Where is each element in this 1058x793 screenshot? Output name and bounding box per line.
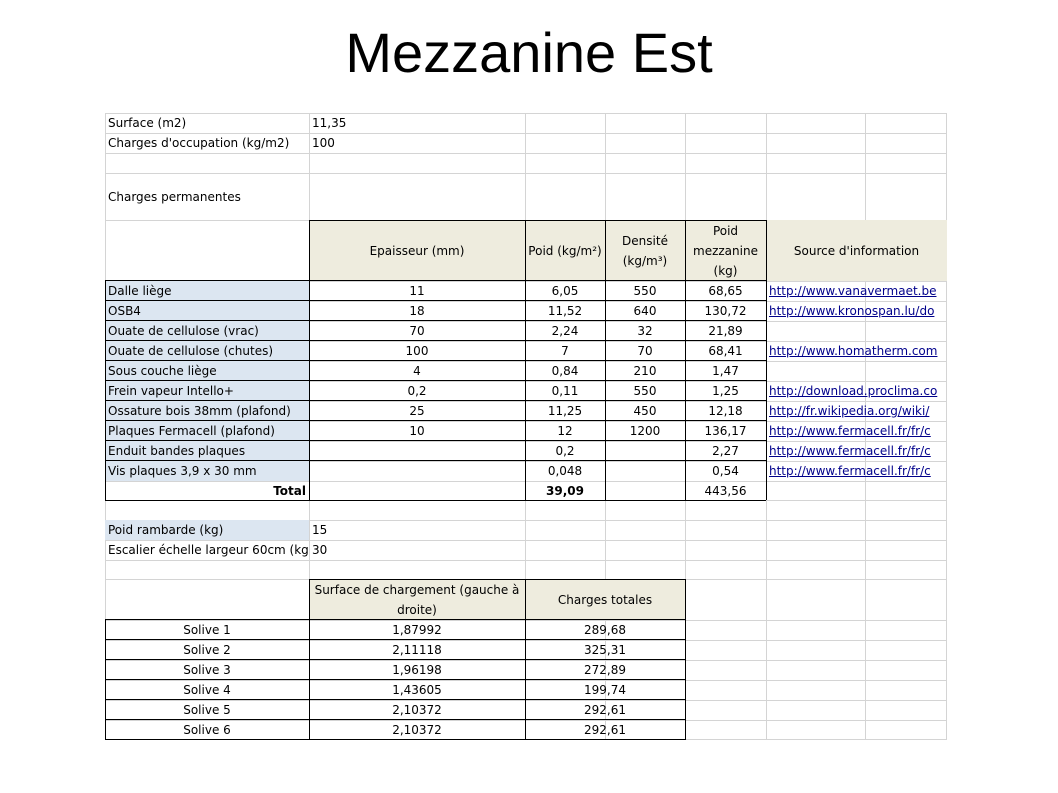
border-line [105,280,767,281]
header-poid: Poid (kg/m²) [525,220,605,281]
material-name: Dalle liège [105,281,309,301]
material-densite: 1200 [629,424,661,438]
solive-name: Solive 5 [183,703,231,717]
material-densite [605,461,685,481]
solive-charges: 289,68 [584,623,626,637]
material-epaisseur: 25 [409,404,425,418]
material-epaisseur [309,441,525,461]
material-name: Enduit bandes plaques [105,441,309,461]
material-name: Ouate de cellulose (vrac) [105,321,309,341]
material-poid: 0,84 [551,364,579,378]
material-source-link[interactable]: http://www.vanavermaet.be [769,284,937,298]
charges-permanentes-label: Charges permanentes [108,189,241,204]
solive-charges: 199,74 [584,683,626,697]
material-densite [605,441,685,461]
material-source-link[interactable]: http://fr.wikipedia.org/wiki/ [769,404,930,418]
border-line [309,220,310,500]
material-name: Ossature bois 38mm (plafond) [105,401,309,421]
charges-occupation-label: Charges d'occupation (kg/m2) [108,136,290,150]
border-line [105,300,766,301]
material-epaisseur: 10 [409,424,425,438]
material-epaisseur: 70 [409,324,425,338]
solive-charges: 325,31 [584,643,626,657]
material-source-link[interactable]: http://download.proclima.co [769,384,938,398]
material-poid: 11,52 [547,304,583,318]
solive-surface: 1,87992 [392,623,442,637]
material-densite: 640 [633,304,657,318]
border-line [105,739,686,740]
solive-charges: 292,61 [584,723,626,737]
material-poid: 0,048 [547,464,583,478]
solive-surface: 1,43605 [392,683,442,697]
material-poid-mezzanine: 21,89 [708,324,743,338]
border-line [105,280,106,500]
gridline [105,153,947,154]
total-poid: 39,09 [546,483,584,498]
material-densite: 210 [633,364,657,378]
solive-name: Solive 3 [183,663,231,677]
border-line [525,220,526,500]
gridline [105,560,947,561]
material-name: Plaques Fermacell (plafond) [105,421,309,441]
header-poid-mezzanine: Poid mezzanine (kg) [685,220,766,281]
header-charges-totales: Charges totales [525,579,685,620]
material-epaisseur: 18 [409,304,425,318]
escalier-value: 30 [312,543,328,557]
material-epaisseur: 4 [413,364,421,378]
border-line [105,400,766,401]
material-source-link[interactable]: http://www.fermacell.fr/fr/c [769,424,931,438]
material-poid-mezzanine: 1,25 [712,384,739,398]
border-line [105,699,686,700]
material-poid: 7 [561,344,569,358]
charges-occupation-value: 100 [312,136,335,150]
spreadsheet [105,113,947,740]
solive-surface: 2,11118 [392,643,442,657]
solive-name: Solive 1 [183,623,231,637]
rambarde-value: 15 [312,523,328,537]
material-densite: 450 [633,404,657,418]
solive-surface: 1,96198 [392,663,442,677]
border-line [105,500,766,501]
material-name: Frein vapeur Intello+ [105,381,309,401]
border-line [105,659,686,660]
border-line [105,639,686,640]
border-line [685,220,686,500]
border-line [105,420,766,421]
material-poid: 6,05 [551,284,579,298]
solive-name: Solive 6 [183,723,231,737]
border-line [105,440,766,441]
surface-value: 11,35 [312,116,347,130]
total-poid-mezzanine: 443,56 [704,483,747,498]
header-densite: Densité (kg/m³) [605,220,685,281]
material-source-link[interactable]: http://www.fermacell.fr/fr/c [769,444,931,458]
material-source-link[interactable]: http://www.fermacell.fr/fr/c [769,464,931,478]
border-line [105,460,766,461]
material-poid-mezzanine: 130,72 [704,304,747,318]
border-line [309,220,767,221]
total-label: Total [273,483,306,498]
solive-surface: 2,10372 [392,703,442,717]
solive-charges: 292,61 [584,703,626,717]
material-source-link[interactable]: http://www.homatherm.com [769,344,938,358]
material-densite: 70 [637,344,653,358]
header-source: Source d'information [766,220,947,281]
border-line [105,719,686,720]
material-poid: 0,11 [551,384,579,398]
material-source-link[interactable]: http://www.kronospan.lu/do [769,304,935,318]
solive-charges: 272,89 [584,663,626,677]
material-epaisseur [309,461,525,481]
border-line [105,619,106,740]
border-line [685,579,686,740]
material-name: Ouate de cellulose (chutes) [105,341,309,361]
border-line [105,360,766,361]
material-densite: 32 [637,324,653,338]
border-line [525,579,526,740]
material-name: OSB4 [105,301,309,321]
page-title: Mezzanine Est [345,21,713,84]
material-poid: 11,25 [547,404,583,418]
solive-surface: 2,10372 [392,723,442,737]
material-poid-mezzanine: 2,27 [712,444,739,458]
header-epaisseur: Epaisseur (mm) [309,220,525,281]
material-poid-mezzanine: 12,18 [708,404,743,418]
border-line [105,619,686,620]
material-epaisseur: 100 [405,344,429,358]
material-densite: 550 [633,284,657,298]
material-name: Sous couche liège [105,361,309,381]
escalier-label: Escalier échelle largeur 60cm (kg [108,543,309,557]
material-epaisseur: 11 [409,284,425,298]
material-poid-mezzanine: 136,17 [704,424,747,438]
material-name: Vis plaques 3,9 x 30 mm [105,461,309,481]
material-poid: 2,24 [551,324,579,338]
material-poid: 12 [557,424,573,438]
material-epaisseur: 0,2 [407,384,427,398]
header-surface-chargement: Surface de chargement (gauche à droite) [309,579,525,620]
surface-label: Surface (m2) [108,116,187,130]
border-line [766,220,767,500]
border-line [105,340,766,341]
material-poid-mezzanine: 0,54 [712,464,739,478]
material-poid-mezzanine: 68,41 [708,344,743,358]
material-densite: 550 [633,384,657,398]
border-line [309,579,686,580]
border-line [105,679,686,680]
border-line [105,320,766,321]
material-poid: 0,2 [555,444,575,458]
border-line [605,220,606,500]
border-line [309,579,310,740]
rambarde-label: Poid rambarde (kg) [105,520,309,540]
material-poid-mezzanine: 68,65 [708,284,743,298]
solive-name: Solive 2 [183,643,231,657]
solive-name: Solive 4 [183,683,231,697]
border-line [105,380,766,381]
material-poid-mezzanine: 1,47 [712,364,739,378]
